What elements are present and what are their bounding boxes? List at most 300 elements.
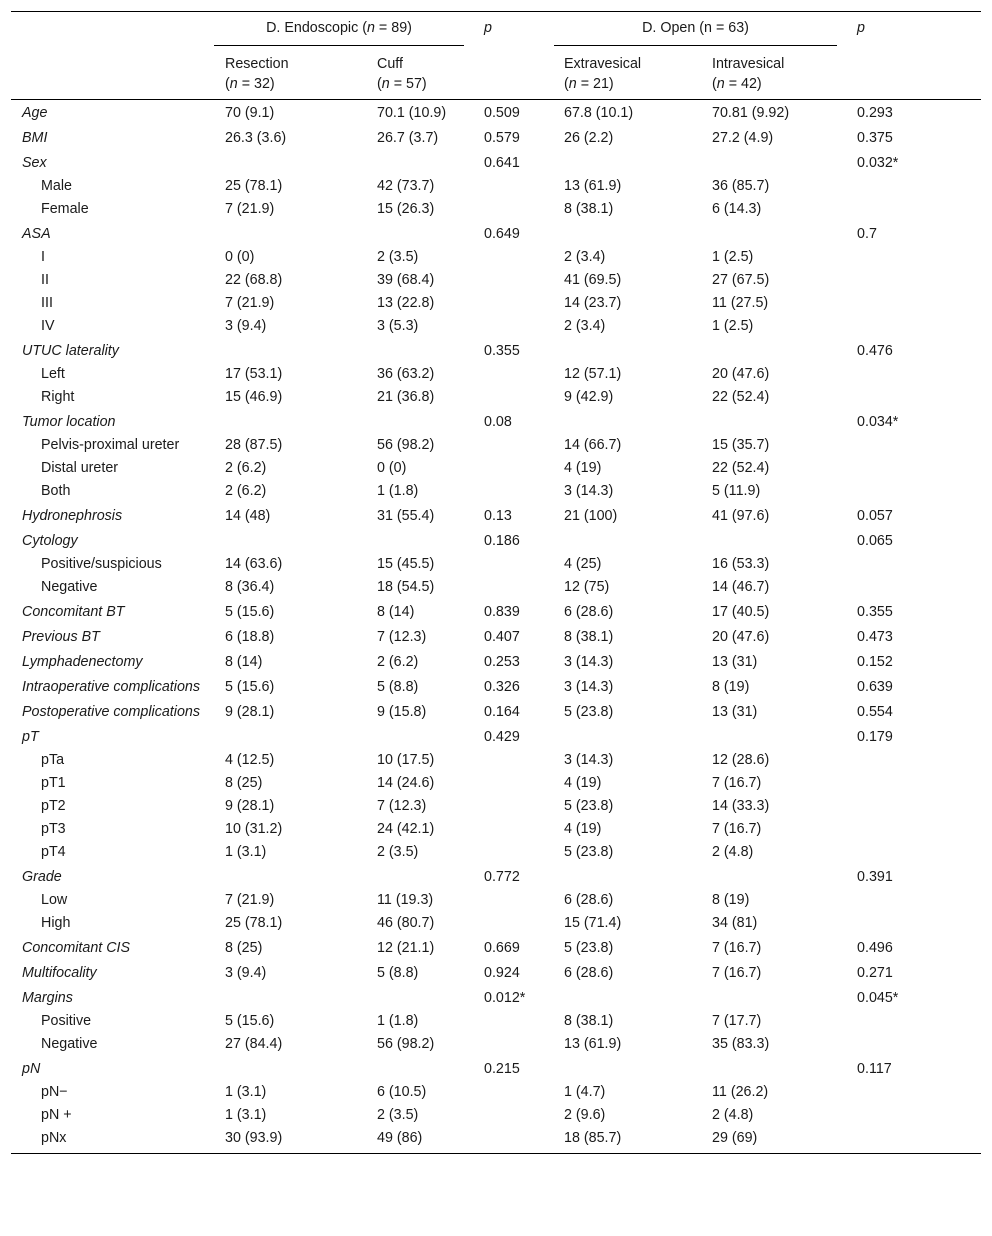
cell-p-endoscopic: 0.326 (484, 679, 520, 695)
cell-extravesical: 41 (69.5) (564, 272, 622, 288)
cell-p-endoscopic: 0.253 (484, 654, 520, 670)
cell-p-endoscopic: 0.509 (484, 105, 520, 121)
cell-p-endoscopic (474, 292, 554, 315)
row-label: Lymphadenectomy (22, 654, 143, 670)
table-body (11, 100, 981, 1154)
cell-resection: 5 (15.6) (225, 604, 275, 620)
row-label: Intraoperative complications (22, 679, 201, 695)
cell-resection (214, 1056, 366, 1081)
cell-cuff: 14 (24.6) (377, 775, 435, 791)
cell-extravesical (554, 985, 702, 1010)
cell-intravesical: 22 (52.4) (712, 389, 770, 405)
cell-extravesical: 15 (71.4) (564, 915, 622, 931)
cell-extravesical: 8 (38.1) (564, 629, 614, 645)
group2-label: D. Open (n = 63) (554, 12, 837, 46)
row-label: Left (41, 366, 65, 382)
cell-cuff (366, 150, 474, 175)
table-row (11, 749, 981, 772)
cell-p-endoscopic: 0.164 (484, 704, 520, 720)
cell-extravesical: 2 (3.4) (564, 249, 606, 265)
group1-count: = 89) (374, 20, 412, 36)
table-row (11, 480, 981, 503)
table-row (11, 841, 981, 864)
cell-p-open (847, 772, 981, 795)
cell-p-open (847, 457, 981, 480)
table-row (11, 864, 981, 889)
cell-p-open: 0.057 (857, 508, 893, 524)
cell-extravesical: 4 (19) (564, 460, 602, 476)
cell-cuff (366, 724, 474, 749)
table-row (11, 724, 981, 749)
row-label: Negative (41, 579, 98, 595)
cell-extravesical: 14 (23.7) (564, 295, 622, 311)
cell-cuff (366, 338, 474, 363)
cell-intravesical (702, 150, 847, 175)
cell-p-open (847, 818, 981, 841)
table-row (11, 1056, 981, 1081)
table-row (11, 338, 981, 363)
cell-p-open (847, 912, 981, 935)
cell-intravesical: 5 (11.9) (712, 483, 761, 499)
cell-extravesical: 12 (57.1) (564, 366, 622, 382)
row-label: UTUC laterality (22, 343, 119, 359)
header-group-endoscopic (214, 12, 474, 47)
cell-cuff: 15 (26.3) (377, 201, 435, 217)
cell-resection: 26.3 (3.6) (225, 130, 287, 146)
cell-resection: 0 (0) (225, 249, 255, 265)
cell-p-endoscopic: 0.649 (484, 226, 520, 242)
cell-cuff (366, 1056, 474, 1081)
cell-extravesical (554, 1056, 702, 1081)
cell-intravesical: 8 (19) (712, 892, 750, 908)
cell-cuff: 12 (21.1) (377, 940, 435, 956)
cell-cuff (366, 221, 474, 246)
cell-extravesical: 5 (23.8) (564, 798, 614, 814)
cell-p-open (847, 1010, 981, 1033)
cell-intravesical: 29 (69) (702, 1127, 847, 1154)
cell-extravesical (554, 409, 702, 434)
cell-intravesical: 27.2 (4.9) (712, 130, 774, 146)
table-row (11, 457, 981, 480)
cell-p-endoscopic (474, 246, 554, 269)
cell-cuff: 56 (98.2) (377, 437, 435, 453)
cell-cuff: 2 (3.5) (377, 844, 419, 860)
cell-resection: 25 (78.1) (225, 178, 283, 194)
cell-cuff: 21 (36.8) (377, 389, 435, 405)
cell-intravesical: 11 (26.2) (712, 1084, 769, 1100)
cell-extravesical: 14 (66.7) (564, 437, 622, 453)
table-row (11, 599, 981, 624)
table-row (11, 386, 981, 409)
cell-resection (214, 338, 366, 363)
row-label: Low (41, 892, 68, 908)
row-label: Distal ureter (41, 460, 119, 476)
cell-resection: 7 (21.9) (225, 201, 275, 217)
cell-p-endoscopic (474, 198, 554, 221)
cell-p-endoscopic (474, 480, 554, 503)
table-row (11, 1081, 981, 1104)
table-row (11, 624, 981, 649)
cell-extravesical (554, 724, 702, 749)
cell-p-endoscopic (474, 1033, 554, 1056)
cell-cuff: 0 (0) (377, 460, 407, 476)
row-label: Negative (41, 1036, 98, 1052)
table-row (11, 292, 981, 315)
cell-extravesical: 3 (14.3) (564, 654, 614, 670)
cell-resection: 7 (21.9) (225, 892, 275, 908)
cell-cuff (366, 528, 474, 553)
cell-p-endoscopic: 0.215 (484, 1061, 520, 1077)
cell-p-open (847, 434, 981, 457)
cell-resection (214, 724, 366, 749)
table-row (11, 269, 981, 292)
cell-p-open (847, 841, 981, 864)
row-label: pT4 (41, 844, 66, 860)
cell-resection (214, 409, 366, 434)
cell-p-endoscopic: 0.772 (484, 869, 520, 885)
cell-resection: 6 (18.8) (225, 629, 275, 645)
cell-p-open: 0.554 (857, 704, 893, 720)
cell-p-open: 0.375 (857, 130, 893, 146)
cell-extravesical: 4 (19) (564, 821, 602, 837)
cell-p-open (847, 576, 981, 599)
row-label: Sex (22, 155, 47, 171)
cell-p-endoscopic (474, 386, 554, 409)
cell-intravesical: 14 (46.7) (712, 579, 770, 595)
cell-p-endoscopic (474, 457, 554, 480)
table-row (11, 818, 981, 841)
cell-resection: 9 (28.1) (225, 704, 275, 720)
header-resection: Resection (n = 32) (214, 46, 366, 100)
cell-cuff: 11 (19.3) (377, 892, 434, 908)
cell-cuff: 15 (45.5) (377, 556, 435, 572)
table-row (11, 503, 981, 528)
cell-p-endoscopic (474, 841, 554, 864)
row-label: Male (41, 178, 72, 194)
cell-p-endoscopic: 0.641 (484, 155, 520, 171)
cell-p-open (847, 386, 981, 409)
cell-intravesical (702, 864, 847, 889)
table-row (11, 315, 981, 338)
cell-intravesical (702, 724, 847, 749)
row-label: pN− (41, 1084, 68, 1100)
cell-intravesical (702, 985, 847, 1010)
cell-cuff: 31 (55.4) (377, 508, 435, 524)
table-row (11, 528, 981, 553)
row-label: Postoperative complications (22, 704, 201, 720)
cell-p-endoscopic: 0.08 (484, 414, 512, 430)
cell-p-endoscopic (474, 818, 554, 841)
cell-extravesical (554, 864, 702, 889)
cell-extravesical (554, 150, 702, 175)
cell-resection: 1 (3.1) (225, 844, 267, 860)
cell-extravesical: 3 (14.3) (564, 679, 614, 695)
cell-intravesical: 35 (83.3) (712, 1036, 770, 1052)
cell-cuff: 49 (86) (366, 1127, 474, 1154)
cell-p-endoscopic (474, 553, 554, 576)
cell-p-open (847, 480, 981, 503)
cell-p-open: 0.117 (857, 1061, 892, 1077)
cell-p-endoscopic: 0.924 (484, 965, 520, 981)
cell-resection: 5 (15.6) (225, 679, 275, 695)
cell-resection: 5 (15.6) (225, 1013, 275, 1029)
row-label: Female (41, 201, 89, 217)
cell-p-endoscopic: 0.355 (484, 343, 520, 359)
cell-p-endoscopic (474, 749, 554, 772)
cell-p-open (847, 1081, 981, 1104)
cell-intravesical: 22 (52.4) (712, 460, 770, 476)
cell-cuff: 3 (5.3) (377, 318, 419, 334)
row-label: Both (41, 483, 71, 499)
cell-extravesical: 5 (23.8) (564, 940, 614, 956)
cell-intravesical (702, 338, 847, 363)
cell-p-open: 0.179 (857, 729, 893, 745)
cell-intravesical: 20 (47.6) (712, 366, 770, 382)
row-label: III (41, 295, 53, 311)
cell-p-open: 0.293 (857, 105, 893, 121)
cell-cuff: 56 (98.2) (377, 1036, 435, 1052)
cell-resection (214, 864, 366, 889)
cell-resection: 3 (9.4) (225, 318, 267, 334)
cell-cuff: 46 (80.7) (377, 915, 435, 931)
cell-cuff: 7 (12.3) (377, 798, 427, 814)
table-row (11, 889, 981, 912)
cell-extravesical: 1 (4.7) (564, 1084, 606, 1100)
row-label: pN (22, 1061, 41, 1077)
cell-cuff: 36 (63.2) (377, 366, 435, 382)
cell-resection: 8 (14) (225, 654, 263, 670)
cell-cuff: 70.1 (10.9) (377, 105, 447, 121)
row-label: Age (22, 105, 48, 121)
cell-extravesical: 4 (19) (564, 775, 602, 791)
cell-intravesical: 27 (67.5) (712, 272, 770, 288)
cell-p-open: 0.045* (857, 990, 899, 1006)
group1-label: D. Endoscopic ( (266, 20, 367, 36)
cell-p-open: 0.496 (857, 940, 893, 956)
cell-intravesical: 13 (31) (712, 654, 758, 670)
table-row (11, 553, 981, 576)
cell-extravesical: 8 (38.1) (564, 201, 614, 217)
cell-intravesical: 14 (33.3) (712, 798, 770, 814)
cell-extravesical: 3 (14.3) (564, 483, 614, 499)
table-row (11, 912, 981, 935)
cell-p-open: 0.271 (857, 965, 893, 981)
header-group-open (554, 12, 847, 47)
table-row (11, 935, 981, 960)
cell-p-endoscopic: 0.012* (484, 990, 526, 1006)
cell-intravesical: 11 (27.5) (712, 295, 769, 311)
cell-cuff: 10 (17.5) (377, 752, 435, 768)
cell-cuff: 5 (8.8) (377, 965, 419, 981)
table-row (11, 409, 981, 434)
table-row (11, 246, 981, 269)
cell-p-endoscopic: 0.669 (484, 940, 520, 956)
cell-intravesical: 41 (97.6) (712, 508, 770, 524)
cell-extravesical: 9 (42.9) (564, 389, 614, 405)
table-row (11, 1010, 981, 1033)
row-label: Positive (41, 1013, 92, 1029)
header-blank-3 (474, 46, 554, 100)
row-label: BMI (22, 130, 48, 146)
cell-cuff: 8 (14) (377, 604, 415, 620)
cell-intravesical: 13 (31) (712, 704, 758, 720)
cell-resection: 27 (84.4) (225, 1036, 283, 1052)
cell-intravesical: 2 (4.8) (712, 1107, 754, 1123)
cell-resection (214, 985, 366, 1010)
cell-extravesical: 6 (28.6) (564, 604, 614, 620)
row-label: High (41, 915, 71, 931)
table-row (11, 1104, 981, 1127)
cell-intravesical: 15 (35.7) (712, 437, 770, 453)
table-row (11, 576, 981, 599)
cell-extravesical: 5 (23.8) (564, 704, 614, 720)
cell-extravesical: 6 (28.6) (564, 965, 614, 981)
cell-resection: 2 (6.2) (225, 483, 267, 499)
cell-p-endoscopic (474, 576, 554, 599)
cell-extravesical: 26 (2.2) (564, 130, 614, 146)
cell-extravesical: 13 (61.9) (564, 178, 622, 194)
cell-cuff: 9 (15.8) (377, 704, 427, 720)
header-blank (11, 12, 214, 47)
cell-resection: 7 (21.9) (225, 295, 275, 311)
table-row (11, 100, 981, 126)
header-extravesical: Extravesical (n = 21) (554, 46, 702, 100)
cell-cuff: 39 (68.4) (377, 272, 435, 288)
cell-p-endoscopic (474, 912, 554, 935)
table-row (11, 363, 981, 386)
cell-extravesical: 21 (100) (564, 508, 618, 524)
cell-p-open (847, 315, 981, 338)
cell-resection: 30 (93.9) (214, 1127, 366, 1154)
table-row (11, 985, 981, 1010)
cell-cuff: 1 (1.8) (377, 1013, 419, 1029)
cell-p-endoscopic: 0.429 (484, 729, 520, 745)
cell-p-endoscopic (474, 315, 554, 338)
cell-resection (214, 221, 366, 246)
cell-extravesical: 2 (3.4) (564, 318, 606, 334)
cell-cuff: 1 (1.8) (377, 483, 419, 499)
cell-p-open: 0.065 (857, 533, 893, 549)
cell-cuff: 2 (3.5) (377, 1107, 419, 1123)
cell-p-open: 0.032* (857, 155, 899, 171)
row-label: pNx (11, 1127, 214, 1154)
cell-p-open (847, 198, 981, 221)
cell-resection: 8 (25) (225, 775, 263, 791)
row-label: Margins (22, 990, 73, 1006)
cell-intravesical: 1 (2.5) (712, 318, 754, 334)
cell-intravesical: 6 (14.3) (712, 201, 762, 217)
row-label: Previous BT (22, 629, 100, 645)
table-row (11, 434, 981, 457)
table-row (11, 1033, 981, 1056)
table-row (11, 772, 981, 795)
cell-p-endoscopic (474, 1081, 554, 1104)
cell-resection: 15 (46.9) (225, 389, 283, 405)
cell-resection: 10 (31.2) (225, 821, 283, 837)
cell-p-open: 0.034* (857, 414, 899, 430)
cell-resection (214, 150, 366, 175)
cell-p-open (847, 292, 981, 315)
cell-p-open (847, 795, 981, 818)
cell-intravesical: 7 (16.7) (712, 965, 762, 981)
cell-extravesical: 3 (14.3) (564, 752, 614, 768)
cell-p-open: 0.355 (857, 604, 893, 620)
cell-cuff: 2 (6.2) (377, 654, 419, 670)
table-container (11, 11, 981, 1154)
row-label: II (41, 272, 49, 288)
cell-intravesical: 34 (81) (712, 915, 758, 931)
cell-p-endoscopic (474, 1127, 554, 1154)
cell-p-endoscopic (474, 795, 554, 818)
cell-extravesical: 6 (28.6) (564, 892, 614, 908)
cell-cuff (366, 985, 474, 1010)
cell-extravesical (554, 528, 702, 553)
cell-extravesical: 2 (9.6) (564, 1107, 606, 1123)
cell-cuff: 5 (8.8) (377, 679, 419, 695)
table-row (11, 649, 981, 674)
row-label: Right (41, 389, 75, 405)
cell-p-endoscopic (474, 175, 554, 198)
row-label: Hydronephrosis (22, 508, 123, 524)
group1-n: n (367, 20, 375, 36)
row-label: pT1 (41, 775, 66, 791)
cell-p-open (847, 1104, 981, 1127)
cell-p-endoscopic (474, 434, 554, 457)
cell-p-open: 0.152 (857, 654, 893, 670)
cell-resection: 4 (12.5) (225, 752, 275, 768)
cell-intravesical: 7 (16.7) (712, 821, 762, 837)
cell-extravesical: 18 (85.7) (554, 1127, 702, 1154)
table-header (11, 12, 981, 100)
cell-p-endoscopic: 0.13 (484, 508, 512, 524)
cell-p-endoscopic (474, 772, 554, 795)
table-row (11, 150, 981, 175)
cell-intravesical: 7 (17.7) (712, 1013, 762, 1029)
cell-p-open: 0.476 (857, 343, 893, 359)
cell-resection: 14 (63.6) (225, 556, 283, 572)
cell-p-open: 0.473 (857, 629, 893, 645)
cell-intravesical: 7 (16.7) (712, 775, 762, 791)
cell-extravesical: 4 (25) (564, 556, 602, 572)
row-label: Concomitant BT (22, 604, 125, 620)
cell-intravesical: 1 (2.5) (712, 249, 754, 265)
cell-resection: 8 (36.4) (225, 579, 275, 595)
cell-resection: 28 (87.5) (225, 437, 283, 453)
cell-p-endoscopic: 0.579 (484, 130, 520, 146)
cell-intravesical: 36 (85.7) (712, 178, 770, 194)
cell-resection: 17 (53.1) (225, 366, 283, 382)
cell-p-open (847, 1033, 981, 1056)
cell-cuff: 42 (73.7) (377, 178, 435, 194)
cell-p-open (847, 1127, 981, 1154)
cell-p-open (847, 246, 981, 269)
cell-intravesical: 20 (47.6) (712, 629, 770, 645)
cell-cuff: 6 (10.5) (377, 1084, 427, 1100)
cell-cuff: 2 (3.5) (377, 249, 419, 265)
cell-cuff: 7 (12.3) (377, 629, 427, 645)
header-blank-2 (11, 46, 214, 100)
cell-p-endoscopic: 0.839 (484, 604, 520, 620)
row-label: ASA (22, 226, 51, 242)
cell-p-open (847, 363, 981, 386)
cell-cuff (366, 864, 474, 889)
cell-cuff: 13 (22.8) (377, 295, 435, 311)
cell-p-open: 0.391 (857, 869, 893, 885)
row-label: pT2 (41, 798, 66, 814)
cell-p-endoscopic (474, 363, 554, 386)
cell-intravesical (702, 409, 847, 434)
cell-resection (214, 528, 366, 553)
